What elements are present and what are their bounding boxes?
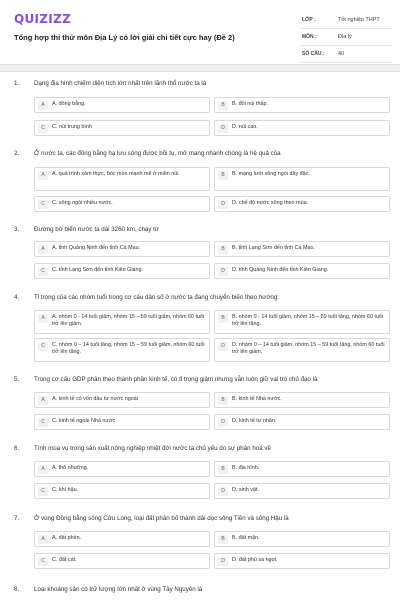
option-a[interactable] <box>34 241 210 257</box>
option-letter: B <box>218 396 228 405</box>
option-text: C. đất cát. <box>52 557 77 563</box>
question-number: 2. <box>14 150 20 157</box>
option-letter: D <box>218 342 228 351</box>
question-number: 3. <box>14 226 20 233</box>
option-letter: A <box>38 171 48 180</box>
question-text: Loại khoáng sản có trữ lượng lớn nhất ở vùng Tây Nguyên là <box>34 586 203 593</box>
option-d[interactable] <box>214 120 390 136</box>
option-text: D. nhóm 0 – 14 tuổi giảm, nhóm 15 – 59 tuổi tăng, nhóm 60 tuổi trở lên giảm. <box>232 342 385 356</box>
option-text: A. tỉnh Quảng Ninh đến tỉnh Cà Mau. <box>52 245 141 251</box>
option-a[interactable] <box>34 392 210 408</box>
option-letter: C <box>38 124 48 133</box>
option-b[interactable] <box>214 461 390 477</box>
option-letter: B <box>218 245 228 254</box>
option-letter: C <box>38 557 48 566</box>
option-letter: C <box>38 200 48 209</box>
question-text: Ở vùng Đồng bằng sông Cửu Long, loại đất phân bố thành dải dọc sông Tiền và sông Hậu là <box>34 515 289 522</box>
option-letter: C <box>38 418 48 427</box>
meta-value: 40 <box>338 51 345 57</box>
option-text: D. đất phù sa ngọt. <box>232 557 278 563</box>
meta-label: SỐ CÂU : <box>302 51 325 57</box>
option-text: A. đất phèn. <box>52 535 82 541</box>
quizizz-logo: QUIZIZZ <box>14 12 72 26</box>
meta-value: Tốt nghiệp THPT <box>338 17 380 23</box>
option-b[interactable] <box>214 167 390 191</box>
meta-label: MÔN : <box>302 34 317 40</box>
option-letter: B <box>218 314 228 323</box>
option-text: B. tỉnh Lạng Sơn đến tỉnh Cà Mau. <box>232 245 315 251</box>
option-text: C. kinh tế ngoài Nhà nước <box>52 418 116 424</box>
question-number: 5. <box>14 376 20 383</box>
option-a[interactable] <box>34 531 210 547</box>
option-text: C. núi trung bình <box>52 124 92 130</box>
option-text: B. đất mặn. <box>232 535 260 541</box>
option-d[interactable] <box>214 263 390 279</box>
option-b[interactable] <box>214 241 390 257</box>
option-b[interactable] <box>214 97 390 113</box>
option-text: B. đồi núi thấp. <box>232 101 268 107</box>
option-text: C. sông ngòi nhiều nước. <box>52 200 113 206</box>
option-text: A. đồng bằng. <box>52 101 86 107</box>
option-text: B. nhóm 0 - 14 tuổi giảm, nhóm 15 – 59 tuổi tăng, nhóm 60 tuổi trở lên tăng. <box>232 314 384 328</box>
option-text: D. sinh vật. <box>232 487 259 493</box>
question-number: 6. <box>14 445 20 452</box>
option-c[interactable] <box>34 263 210 279</box>
option-c[interactable] <box>34 414 210 430</box>
option-letter: B <box>218 535 228 544</box>
question-text: Trong cơ cấu GDP phân theo thành phần kinh tế, có tỉ trọng giảm nhưng vẫn luôn giữ vai trò chủ đạo là <box>34 376 318 383</box>
question-number: 7. <box>14 515 20 522</box>
option-letter: D <box>218 200 228 209</box>
option-text: B. kinh tế Nhà nước. <box>232 396 282 402</box>
option-letter: D <box>218 487 228 496</box>
option-letter: C <box>38 487 48 496</box>
option-letter: D <box>218 267 228 276</box>
header-divider <box>0 64 400 72</box>
option-text: D. núi cao. <box>232 124 258 130</box>
option-c[interactable] <box>34 196 210 212</box>
option-letter: A <box>38 465 48 474</box>
option-letter: D <box>218 124 228 133</box>
option-c[interactable] <box>34 120 210 136</box>
option-c[interactable] <box>34 553 210 569</box>
option-b[interactable] <box>214 310 390 334</box>
option-text: A. kinh tế có vốn đầu tư nước ngoài <box>52 396 138 402</box>
question-text: Tỉ trọng của các nhóm tuổi trong cơ cấu dân số ở nước ta đang chuyển biến theo hướng: <box>34 294 280 301</box>
question-number: 8. <box>14 586 20 593</box>
question-number: 1. <box>14 80 20 87</box>
option-a[interactable] <box>34 167 210 191</box>
option-text: D. chế độ nước sông theo mùa. <box>232 200 309 206</box>
meta-table <box>300 12 392 63</box>
option-d[interactable] <box>214 196 390 212</box>
option-a[interactable] <box>34 461 210 477</box>
option-text: C. nhóm 0 – 14 tuổi tăng, nhóm 15 – 59 tuổi giảm, nhóm 60 tuổi trở lên tăng. <box>52 342 205 356</box>
option-text: A. nhóm 0 - 14 tuổi giảm, nhóm 15 – 59 tuổi giảm, nhóm 60 tuổi trở lên giảm. <box>52 314 205 328</box>
meta-row-subject <box>300 29 392 46</box>
option-letter: A <box>38 535 48 544</box>
option-c[interactable] <box>34 483 210 499</box>
option-text: A. quá trình xâm thực, bóc mòn mạnh mẽ ở miền núi. <box>52 171 180 177</box>
option-letter: A <box>38 396 48 405</box>
option-c[interactable] <box>34 338 210 362</box>
question-text: Tính mùa vụ trong sản xuất nông nghiệp nhiệt đới nước ta chủ yếu do sự phân hoá về <box>34 445 271 452</box>
question-text: Đường bờ biển nước ta dài 3260 km, chạy từ <box>34 226 160 233</box>
option-letter: C <box>38 267 48 276</box>
question-number: 4. <box>14 294 20 301</box>
meta-label: LỚP : <box>302 17 316 23</box>
option-letter: B <box>218 465 228 474</box>
option-a[interactable] <box>34 310 210 334</box>
option-letter: D <box>218 418 228 427</box>
option-a[interactable] <box>34 97 210 113</box>
question-text: Ở nước ta, các đồng bằng hạ lưu sông được bồi tụ, mở mang nhanh chóng là hệ quả của <box>34 150 281 157</box>
option-letter: B <box>218 101 228 110</box>
option-d[interactable] <box>214 338 390 362</box>
option-d[interactable] <box>214 483 390 499</box>
option-text: C. khí hậu. <box>52 487 79 493</box>
question-text: Dạng địa hình chiếm diện tích lớn nhất trên lãnh thổ nước ta là <box>34 80 207 87</box>
option-text: D. kinh tế tư nhân. <box>232 418 277 424</box>
option-text: A. thổ nhưỡng. <box>52 465 89 471</box>
meta-value: Địa lý <box>338 34 352 40</box>
option-letter: B <box>218 171 228 180</box>
option-text: C. tỉnh Lạng Sơn đến tỉnh Kiên Giang. <box>52 267 144 273</box>
option-text: B. địa hình. <box>232 465 260 471</box>
option-letter: A <box>38 314 48 323</box>
option-letter: A <box>38 245 48 254</box>
option-d[interactable] <box>214 414 390 430</box>
option-letter: C <box>38 342 48 351</box>
option-letter: A <box>38 101 48 110</box>
meta-row-count <box>300 46 392 63</box>
option-b[interactable] <box>214 392 390 408</box>
meta-row-class <box>300 12 392 29</box>
option-d[interactable] <box>214 553 390 569</box>
option-text: B. mạng lưới sông ngòi dày đặc. <box>232 171 310 177</box>
option-text: D. tỉnh Quảng Ninh đến tỉnh Kiên Giang. <box>232 267 329 273</box>
option-letter: D <box>218 557 228 566</box>
page-title: Tổng hợp thi thử môn Địa Lý có lời giải chi tiết cực hay (Đề 2) <box>14 33 235 42</box>
option-b[interactable] <box>214 531 390 547</box>
